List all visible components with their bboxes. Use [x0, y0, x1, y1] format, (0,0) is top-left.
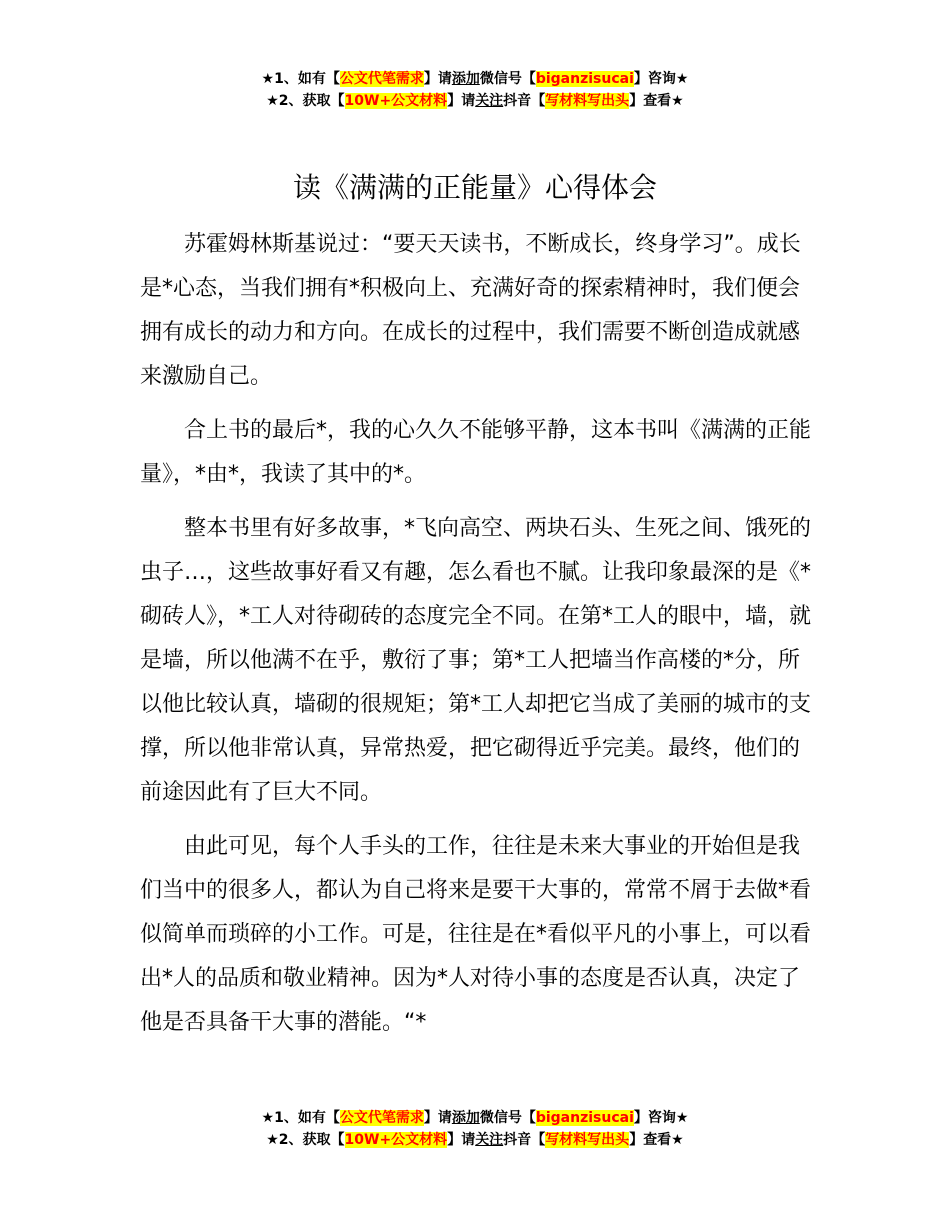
banner-bracket: 【: [330, 1132, 345, 1148]
banner-underlined-text: 关注: [475, 1132, 504, 1148]
paragraph: 合上书的最后*，我的心久久不能够平静，这本书叫《满满的正能量》，*由*，我读了其中的*。: [140, 418, 812, 487]
banner-bracket: 】: [447, 93, 462, 109]
banner-bracket: 】: [633, 1110, 648, 1126]
banner-text: 查看★: [643, 93, 684, 109]
banner-bracket: 】: [423, 1110, 438, 1126]
banner-underlined-text: 添加: [451, 71, 480, 87]
banner-highlight: 写材料写出头: [545, 93, 630, 109]
banner-bracket: 【: [531, 1132, 546, 1148]
banner-bracket: 【: [521, 71, 536, 87]
paragraph: 由此可见，每个人手头的工作，往往是未来大事业的开始但是我们当中的很多人，都认为自己将来是要干大事的，常常不屑于去做*看似简单而琐碎的小工作。可是，往往是在*看似平凡的小事上，可以看出*人的品质和敬业精神。因为*人对待小事的态度是否认真，决定了他是否具备干大事的潜能。“*: [140, 834, 812, 1035]
banner-bracket: 】: [629, 1132, 644, 1148]
banner-text: 抖音: [503, 1132, 532, 1148]
banner-highlight: 写材料写出头: [545, 1132, 630, 1148]
banner-text: 请: [461, 1132, 476, 1148]
banner-bracket: 】: [629, 93, 644, 109]
banner-text: ★2、获取: [266, 93, 331, 109]
banner-bracket: 【: [521, 1110, 536, 1126]
banner-text: 微信号: [479, 1110, 522, 1126]
banner-text: 请: [437, 1110, 452, 1126]
banner-highlight: 10W+公文材料: [344, 93, 448, 109]
banner-bracket: 【: [330, 93, 345, 109]
banner-text: 请: [461, 93, 476, 109]
banner-text: ★1、如有: [261, 1110, 326, 1126]
banner-text: ★2、获取: [266, 1132, 331, 1148]
document-body: [140, 223, 820, 1055]
paragraph: 整本书里有好多故事，*飞向高空、两块石头、生死之间、饿死的虫子…，这些故事好看又有趣，怎么看也不腻。让我印象最深的是《*砌砖人》，*工人对待砌砖的态度完全不同。在第*工人的眼中，墙，就是墙，所以他满不在乎，敷衍了事；第*工人把墙当作高楼的*分，所以他比较认真，墙砌的很规矩；第*工人却把它当成了美丽的城市的支撑，所以他非常认真，异常热爱，把它砌得近乎完美。最终，他们的前途因此有了巨大不同。: [140, 516, 812, 805]
banner-line-2: [0, 90, 950, 112]
banner-bracket: 】: [447, 1132, 462, 1148]
banner-highlight: 10W+公文材料: [344, 1132, 448, 1148]
banner-highlight: 公文代笔需求: [339, 1110, 424, 1126]
banner-line-1: [0, 68, 950, 90]
banner-highlight: 公文代笔需求: [339, 71, 424, 87]
footer-banner: [0, 1107, 950, 1151]
banner-text: 咨询★: [647, 1110, 689, 1126]
banner-line-2: [0, 1129, 950, 1151]
banner-bracket: 【: [531, 93, 546, 109]
banner-bracket: 】: [423, 71, 438, 87]
header-banner: [0, 68, 950, 112]
document-title: 读《满满的正能量》心得体会: [292, 171, 657, 204]
banner-underlined-text: 添加: [451, 1110, 480, 1126]
banner-bracket: 】: [633, 71, 648, 87]
banner-text: 抖音: [503, 93, 532, 109]
banner-highlight: biganzisucai: [535, 1110, 634, 1126]
banner-text: 咨询★: [647, 71, 689, 87]
banner-text: ★1、如有: [261, 71, 326, 87]
banner-underlined-text: 关注: [475, 93, 504, 109]
banner-text: 请: [437, 71, 452, 87]
banner-text: 查看★: [643, 1132, 684, 1148]
banner-bracket: 【: [325, 71, 340, 87]
banner-bracket: 【: [325, 1110, 340, 1126]
paragraph: 苏霍姆林斯基说过：“要天天读书，不断成长，终身学习”。成长是*心态，当我们拥有*积极向上、充满好奇的探索精神时，我们便会拥有成长的动力和方向。在成长的过程中，我们需要不断创造成就感来激励自己。: [140, 232, 801, 389]
banner-text: 微信号: [479, 71, 522, 87]
banner-highlight: biganzisucai: [535, 71, 634, 87]
banner-line-1: [0, 1107, 950, 1129]
